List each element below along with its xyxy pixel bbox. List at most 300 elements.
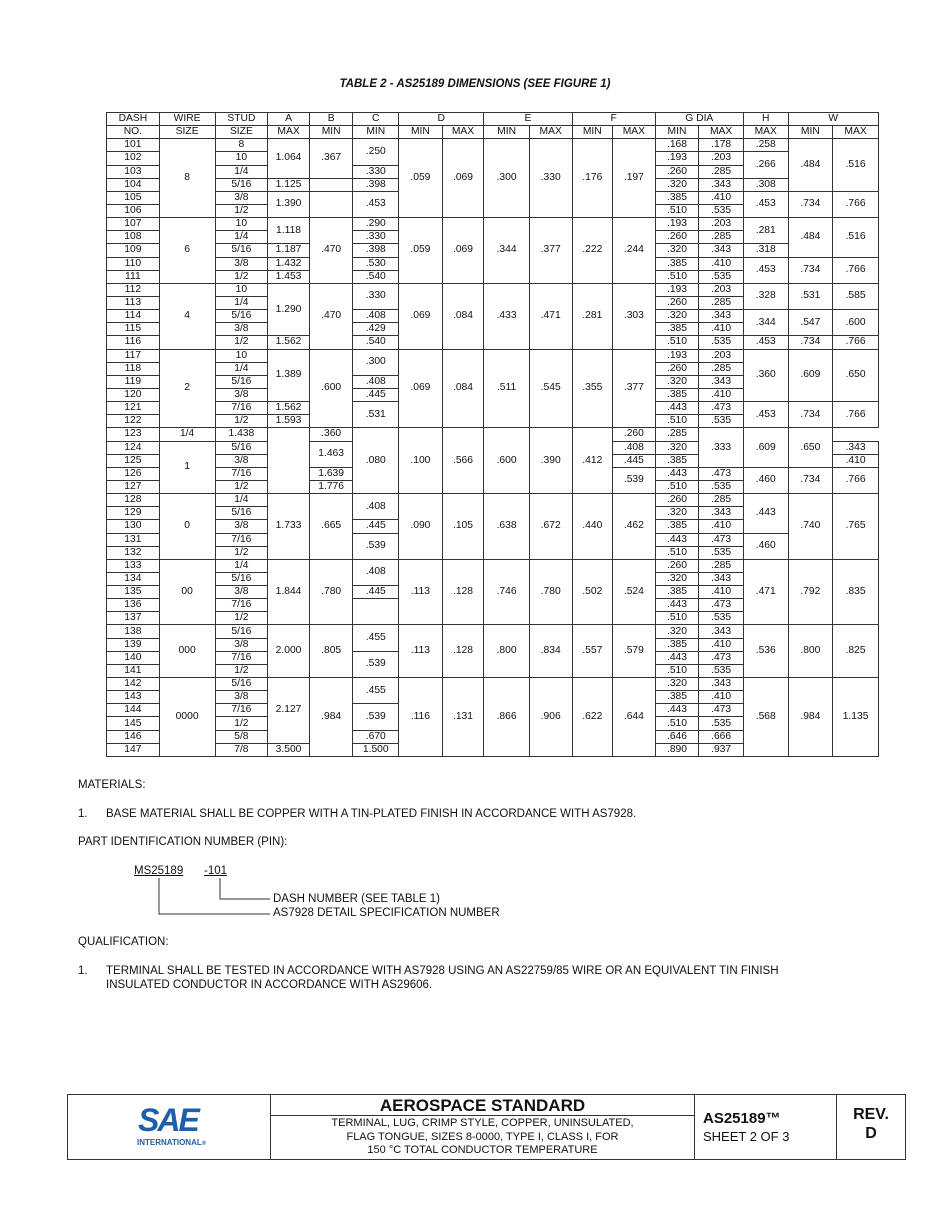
table-cell: .385 <box>655 257 699 270</box>
dash-number-cell: 144 <box>107 704 160 717</box>
table-cell: 1.593 <box>268 415 310 428</box>
dash-number-cell: 106 <box>107 204 160 217</box>
table-cell: .535 <box>699 480 744 493</box>
table-cell: 5/8 <box>215 730 268 743</box>
table-cell: .453 <box>743 257 788 283</box>
table-cell: 1.463 <box>309 441 353 467</box>
table-cell: .460 <box>743 533 788 559</box>
table-cell: .203 <box>699 152 744 165</box>
table-cell: .285 <box>699 165 744 178</box>
dash-number-cell: 123 <box>107 428 160 441</box>
table-cell: .408 <box>353 375 399 388</box>
table-cell: .410 <box>699 388 744 401</box>
table-cell: .540 <box>353 336 399 349</box>
table-row <box>107 559 879 572</box>
table-cell: .193 <box>655 218 699 231</box>
table-cell: 0000 <box>159 678 215 757</box>
table-cell: 5/16 <box>215 507 268 520</box>
table-cell: .766 <box>833 467 879 493</box>
dash-number-cell: 141 <box>107 664 160 677</box>
dash-number-cell: 128 <box>107 494 160 507</box>
document-number: AS25189™ <box>703 1110 781 1127</box>
table-cell: .320 <box>655 507 699 520</box>
table-cell: .285 <box>699 559 744 572</box>
table-cell: .585 <box>833 283 879 309</box>
table-cell: 10 <box>215 152 268 165</box>
pin-dash: -101 <box>204 865 228 877</box>
table-cell: 1/4 <box>215 296 268 309</box>
table-cell: .410 <box>699 191 744 204</box>
header-wire: WIRE <box>159 113 215 126</box>
table-cell: .320 <box>655 244 699 257</box>
table-cell: .258 <box>743 139 788 152</box>
table-cell: .355 <box>572 349 613 428</box>
table-cell: 1.500 <box>353 743 399 756</box>
header-g-dia: G DIA <box>655 113 743 126</box>
table-cell: .524 <box>613 559 656 625</box>
table-cell: .535 <box>699 336 744 349</box>
table-cell: .579 <box>613 625 656 678</box>
dash-number-cell: 134 <box>107 572 160 585</box>
table-cell: .890 <box>655 743 699 756</box>
table-cell: .285 <box>699 362 744 375</box>
table-cell: .835 <box>833 559 879 625</box>
table-cell: .408 <box>353 559 399 585</box>
standard-description <box>271 1117 694 1158</box>
dash-number-cell: 125 <box>107 454 160 467</box>
dash-number-cell: 114 <box>107 310 160 323</box>
table-cell: .343 <box>699 625 744 638</box>
table-cell: .510 <box>655 546 699 559</box>
dash-number-cell: 132 <box>107 546 160 559</box>
table-cell: 7/8 <box>215 743 268 756</box>
table-cell: 3/8 <box>215 323 268 336</box>
description-line-3: 150 °C TOTAL CONDUCTOR TEMPERATURE <box>367 1144 598 1156</box>
table-cell: .320 <box>655 375 699 388</box>
table-cell: .984 <box>309 678 353 757</box>
table-cell: .320 <box>655 572 699 585</box>
table-cell: .600 <box>484 428 530 494</box>
table-cell: .069 <box>399 283 443 349</box>
dash-number-cell: 102 <box>107 152 160 165</box>
table-cell: 1/4 <box>159 428 215 441</box>
table-cell: 1.776 <box>309 480 353 493</box>
table-cell: 1.135 <box>833 678 879 757</box>
table-cell: .113 <box>399 625 443 678</box>
table-cell: .536 <box>743 625 788 678</box>
table-cell: .746 <box>484 559 530 625</box>
revision-letter: D <box>865 1125 877 1142</box>
table-cell: .197 <box>613 139 656 218</box>
header-f-min: MIN <box>572 126 613 139</box>
table-cell: 5/16 <box>215 310 268 323</box>
table-cell: 1.639 <box>309 467 353 480</box>
table-cell: .385 <box>655 388 699 401</box>
dash-number-cell: 122 <box>107 415 160 428</box>
table-cell: 3/8 <box>215 257 268 270</box>
table-cell: .069 <box>399 349 443 428</box>
table-cell: 5/16 <box>215 625 268 638</box>
table-cell: .260 <box>655 494 699 507</box>
table-cell: .308 <box>743 178 788 191</box>
table-cell: .178 <box>699 139 744 152</box>
table-cell: .470 <box>309 283 353 349</box>
table-cell: .069 <box>442 139 484 218</box>
table-cell: .105 <box>442 494 484 560</box>
table-cell: .281 <box>572 283 613 349</box>
header-c-sub: MIN <box>353 126 399 139</box>
table-cell: .285 <box>699 494 744 507</box>
table-cell: .672 <box>529 494 572 560</box>
dash-number-cell: 119 <box>107 375 160 388</box>
table-cell: .568 <box>743 678 788 757</box>
table-cell: .539 <box>353 533 399 559</box>
revision-cell <box>837 1095 905 1159</box>
table-cell: 1.125 <box>268 178 310 191</box>
table-cell: 7/16 <box>215 651 268 664</box>
table-cell: .300 <box>353 349 399 375</box>
table-cell: 1/4 <box>215 165 268 178</box>
header-a-sub: MAX <box>268 126 310 139</box>
table-cell: .510 <box>655 336 699 349</box>
table-cell: 1/2 <box>215 717 268 730</box>
table-row <box>107 428 879 441</box>
table-cell: 1/2 <box>215 612 268 625</box>
standard-heading: AEROSPACE STANDARD <box>271 1095 694 1116</box>
table-cell: .462 <box>613 494 656 560</box>
table-cell: .377 <box>529 218 572 284</box>
table-cell <box>353 599 399 625</box>
table-cell: .443 <box>655 651 699 664</box>
table-cell: .445 <box>353 388 399 401</box>
table-cell: 2 <box>159 349 215 428</box>
table-cell: .734 <box>788 257 833 283</box>
table-cell: .535 <box>699 204 744 217</box>
dash-number-cell: 129 <box>107 507 160 520</box>
header-g-max: MAX <box>699 126 744 139</box>
sae-logo: SAE <box>138 1102 198 1138</box>
table-cell: .059 <box>399 139 443 218</box>
header-c: C <box>353 113 399 126</box>
table-cell: .385 <box>655 323 699 336</box>
pin-dash-label: DASH NUMBER (SEE TABLE 1) <box>273 893 441 905</box>
table-cell: 1/4 <box>215 231 268 244</box>
table-cell: .300 <box>484 139 530 218</box>
header-e-min: MIN <box>484 126 530 139</box>
table-title: TABLE 2 - AS25189 DIMENSIONS (SEE FIGURE 1) <box>339 78 611 90</box>
table-cell: .510 <box>655 204 699 217</box>
table-cell: .545 <box>529 349 572 428</box>
table-cell: 1/2 <box>215 204 268 217</box>
table-cell: .343 <box>699 178 744 191</box>
table-cell: .390 <box>529 428 572 494</box>
table-cell: .408 <box>353 310 399 323</box>
table-cell: .557 <box>572 625 613 678</box>
dash-number-cell: 127 <box>107 480 160 493</box>
table-cell: .792 <box>788 559 833 625</box>
sheet-number: SHEET 2 OF 3 <box>703 1129 790 1144</box>
table-cell: .433 <box>484 283 530 349</box>
table-cell: .445 <box>353 586 399 599</box>
table-cell: 5/16 <box>215 178 268 191</box>
table-cell <box>309 178 353 191</box>
table-cell: 1/2 <box>215 415 268 428</box>
pin-base: MS25189 <box>134 865 184 877</box>
table-cell: .290 <box>353 218 399 231</box>
table-cell: 8 <box>159 139 215 218</box>
table-cell: .650 <box>833 349 879 402</box>
table-cell: .360 <box>309 428 353 441</box>
table-cell: 2.127 <box>268 678 310 744</box>
table-cell: .285 <box>699 296 744 309</box>
table-cell: .193 <box>655 283 699 296</box>
table-cell: .320 <box>655 678 699 691</box>
dash-number-cell: 130 <box>107 520 160 533</box>
table-cell: .343 <box>699 310 744 323</box>
table-cell: .260 <box>613 428 656 441</box>
table-cell: 7/16 <box>215 704 268 717</box>
table-cell: .906 <box>529 678 572 757</box>
dash-number-cell: 110 <box>107 257 160 270</box>
table-row <box>107 139 879 152</box>
table-cell: .566 <box>442 428 484 494</box>
table-cell: .473 <box>699 467 744 480</box>
qualification-line-2: INSULATED CONDUCTOR IN ACCORDANCE WITH AS29606. <box>106 979 433 991</box>
header-f-max: MAX <box>613 126 656 139</box>
table-row <box>107 218 879 231</box>
table-cell: .473 <box>699 599 744 612</box>
table-cell: .344 <box>743 310 788 336</box>
table-cell: .344 <box>484 218 530 284</box>
table-cell: .453 <box>743 336 788 349</box>
table-cell: .539 <box>613 467 656 493</box>
table-cell: .443 <box>655 467 699 480</box>
qualification-heading: QUALIFICATION: <box>78 936 169 948</box>
table-cell: .510 <box>655 612 699 625</box>
table-cell: .385 <box>655 454 699 467</box>
table-cell: .330 <box>529 139 572 218</box>
table-cell: .250 <box>353 139 399 165</box>
table-cell: .443 <box>655 402 699 415</box>
table-cell: .260 <box>655 165 699 178</box>
dash-number-cell: 120 <box>107 388 160 401</box>
dash-number-cell: 124 <box>107 441 160 454</box>
table-cell: 1.562 <box>268 402 310 415</box>
table-cell: 1.733 <box>268 494 310 560</box>
table-cell: .128 <box>442 625 484 678</box>
table-cell: .670 <box>353 730 399 743</box>
table-cell: .471 <box>529 283 572 349</box>
header-stud: STUD <box>215 113 268 126</box>
table-cell: .600 <box>833 310 879 336</box>
table-cell: .244 <box>613 218 656 284</box>
table-cell: .168 <box>655 139 699 152</box>
dash-number-cell: 133 <box>107 559 160 572</box>
table-cell: 1.187 <box>268 244 310 257</box>
table-cell: .320 <box>655 625 699 638</box>
dash-number-cell: 107 <box>107 218 160 231</box>
table-cell: .547 <box>788 310 833 336</box>
table-cell: .780 <box>309 559 353 625</box>
table-cell: 1.844 <box>268 559 310 625</box>
table-cell: 1.064 <box>268 139 310 178</box>
dash-number-cell: 105 <box>107 191 160 204</box>
table-cell: .203 <box>699 349 744 362</box>
table-cell: .116 <box>399 678 443 757</box>
description-line-2: FLAG TONGUE, SIZES 8-0000, TYPE I, CLASS I, FOR <box>346 1130 619 1143</box>
table-cell: .510 <box>655 664 699 677</box>
table-cell: .780 <box>529 559 572 625</box>
table-cell: .266 <box>743 152 788 178</box>
pin-leader-lines <box>150 878 280 920</box>
table-cell: 5/16 <box>215 572 268 585</box>
table-cell: .330 <box>353 165 399 178</box>
table-cell: .203 <box>699 283 744 296</box>
table-cell: 3/8 <box>215 691 268 704</box>
table-cell: 1 <box>159 441 215 494</box>
table-cell: 3/8 <box>215 191 268 204</box>
table-cell: 1.290 <box>268 283 310 336</box>
table-row <box>107 283 879 296</box>
table-cell: .443 <box>743 494 788 533</box>
table-cell: .410 <box>699 586 744 599</box>
table-cell: 1/2 <box>215 270 268 283</box>
table-cell: .666 <box>699 730 744 743</box>
dash-number-cell: 117 <box>107 349 160 362</box>
header-wire-sub: SIZE <box>159 126 215 139</box>
table-cell: .937 <box>699 743 744 756</box>
table-cell: .510 <box>655 480 699 493</box>
table-cell: .410 <box>699 520 744 533</box>
table-cell: .330 <box>353 283 399 309</box>
table-cell: 1/4 <box>215 494 268 507</box>
dash-number-cell: 137 <box>107 612 160 625</box>
table-cell: .535 <box>699 270 744 283</box>
header-f: F <box>572 113 655 126</box>
header-d-max: MAX <box>442 126 484 139</box>
table-cell: .540 <box>353 270 399 283</box>
dash-number-cell: 126 <box>107 467 160 480</box>
table-cell: .502 <box>572 559 613 625</box>
table-cell: .343 <box>699 678 744 691</box>
table-cell: 7/16 <box>215 599 268 612</box>
table-cell: .535 <box>699 546 744 559</box>
table-cell: .531 <box>353 402 399 428</box>
dash-number-cell: 111 <box>107 270 160 283</box>
table-cell: .740 <box>788 494 833 560</box>
table-cell: .539 <box>353 651 399 677</box>
table-cell: 3/8 <box>215 388 268 401</box>
table-cell: .320 <box>655 441 699 454</box>
table-cell: .984 <box>788 678 833 757</box>
dash-number-cell: 118 <box>107 362 160 375</box>
table-cell: .260 <box>655 231 699 244</box>
table-cell: 1/2 <box>215 480 268 493</box>
table-cell: .445 <box>613 454 656 467</box>
table-cell: .385 <box>655 586 699 599</box>
table-cell: .453 <box>743 191 788 217</box>
table-cell: 1.389 <box>268 349 310 402</box>
pin-heading: PART IDENTIFICATION NUMBER (PIN): <box>78 836 288 848</box>
table-cell: .539 <box>353 704 399 730</box>
table-cell: .343 <box>699 507 744 520</box>
header-d-min: MIN <box>399 126 443 139</box>
table-cell: .473 <box>699 704 744 717</box>
materials-item-text: BASE MATERIAL SHALL BE COPPER WITH A TIN-PLATED FINISH IN ACCORDANCE WITH AS7928. <box>106 808 637 820</box>
table-cell: .440 <box>572 494 613 560</box>
table-cell: .800 <box>788 625 833 678</box>
table-cell: 5/16 <box>215 244 268 257</box>
table-cell: .765 <box>833 494 879 560</box>
table-cell: .343 <box>699 375 744 388</box>
revision-label: REV. <box>853 1106 889 1123</box>
table-cell: .410 <box>699 323 744 336</box>
table-cell: .535 <box>699 664 744 677</box>
table-cell: 1.390 <box>268 191 310 217</box>
table-cell: .328 <box>743 283 788 309</box>
table-cell: 1.432 <box>268 257 310 270</box>
table-cell <box>268 428 310 494</box>
table-cell: .412 <box>572 428 613 494</box>
table-cell: .285 <box>699 231 744 244</box>
table-row <box>107 625 879 638</box>
table-cell: .443 <box>655 599 699 612</box>
table-cell: .330 <box>353 231 399 244</box>
table-cell: .531 <box>788 283 833 309</box>
header-h-sub: MAX <box>743 126 788 139</box>
sae-logo-sub: INTERNATIONAL® <box>137 1138 207 1147</box>
table-cell: 3/8 <box>215 586 268 599</box>
table-cell: .473 <box>699 651 744 664</box>
table-cell: .260 <box>655 296 699 309</box>
table-cell: .638 <box>484 494 530 560</box>
table-cell: 5/16 <box>215 678 268 691</box>
table-cell: 4 <box>159 283 215 349</box>
table-cell: .484 <box>788 139 833 192</box>
table-row <box>107 349 879 362</box>
table-cell: 6 <box>159 218 215 284</box>
table-cell: .080 <box>353 428 399 494</box>
dash-number-cell: 131 <box>107 533 160 546</box>
table-cell: .398 <box>353 178 399 191</box>
header-stud-sub: SIZE <box>215 126 268 139</box>
table-cell: .600 <box>309 349 353 428</box>
table-cell: .734 <box>788 402 833 428</box>
dash-number-cell: 142 <box>107 678 160 691</box>
table-cell: .644 <box>613 678 656 757</box>
table-cell: 0 <box>159 494 215 560</box>
table-cell: 1.453 <box>268 270 310 283</box>
table-cell: .408 <box>353 494 399 520</box>
table-cell: 1.118 <box>268 218 310 244</box>
dimensions-table <box>106 112 879 757</box>
header-b: B <box>309 113 353 126</box>
table-cell: .128 <box>442 559 484 625</box>
header-d: D <box>399 113 484 126</box>
table-cell: 5/16 <box>215 441 268 454</box>
table-cell: .470 <box>309 218 353 284</box>
materials-item-number: 1. <box>78 808 88 820</box>
table-cell: .766 <box>833 336 879 349</box>
table-cell: .530 <box>353 257 399 270</box>
table-cell: 7/16 <box>215 402 268 415</box>
table-cell: .646 <box>655 730 699 743</box>
dash-number-cell: 138 <box>107 625 160 638</box>
table-cell: .510 <box>655 717 699 730</box>
table-cell: .834 <box>529 625 572 678</box>
header-w-min: MIN <box>788 126 833 139</box>
table-cell: .090 <box>399 494 443 560</box>
